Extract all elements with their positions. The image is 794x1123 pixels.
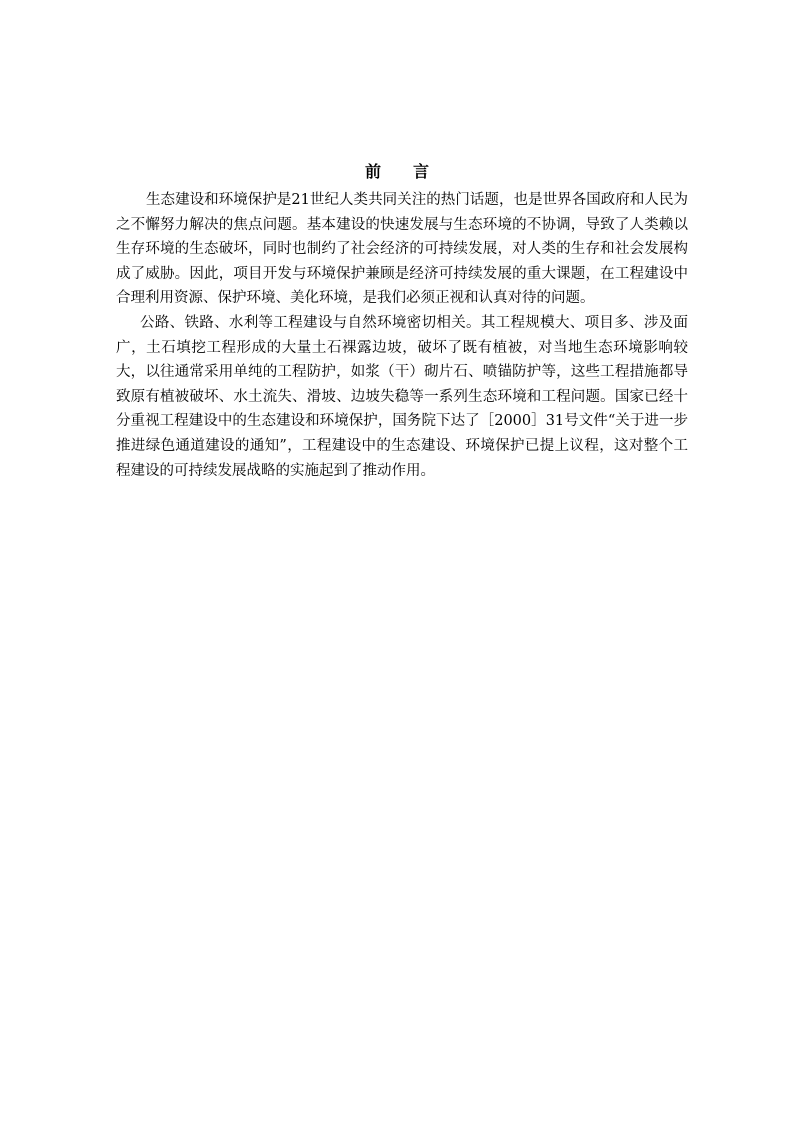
paragraph-2: 公路、铁路、水利等工程建设与自然环境密切相关。其工程规模大、项目多、涉及面广，土石填挖工程形成的大量土石裸露边坡，破坏了既有植被，对当地生态环境影响较大，以往通常采用单纯的工程防护，如浆（干）砌片石、喷锚防护等，这些工程措施都导致原有植被破坏、水土流失、滑坡、边坡失稳等一系列生态环境和工程问题。国家已经十分重视工程建设中的生态建设和环境保护，国务院下达了［2000］31号文件“关于进一步推进绿色通道建设的通知”，工程建设中的生态建设、环境保护已提上议程，这对整个工程建设的可持续发展战略的实施起到了推动作用。 xyxy=(116,314,688,479)
document-body xyxy=(116,188,688,483)
paragraph-1: 生态建设和环境保护是21世纪人类共同关注的热门话题，也是世界各国政府和人民为之不懈努力解决的焦点问题。基本建设的快速发展与生态环境的不协调，导致了人类赖以生存环境的生态破坏，同时也制约了社会经济的可持续发展，对人类的生存和社会发展构成了威胁。因此，项目开发与环境保护兼顾是经济可持续发展的重大课题，在工程建设中合理利用资源、保护环境、美化环境，是我们必须正视和认真对待的问题。 xyxy=(116,192,688,307)
page-title: 前言 xyxy=(364,162,461,181)
